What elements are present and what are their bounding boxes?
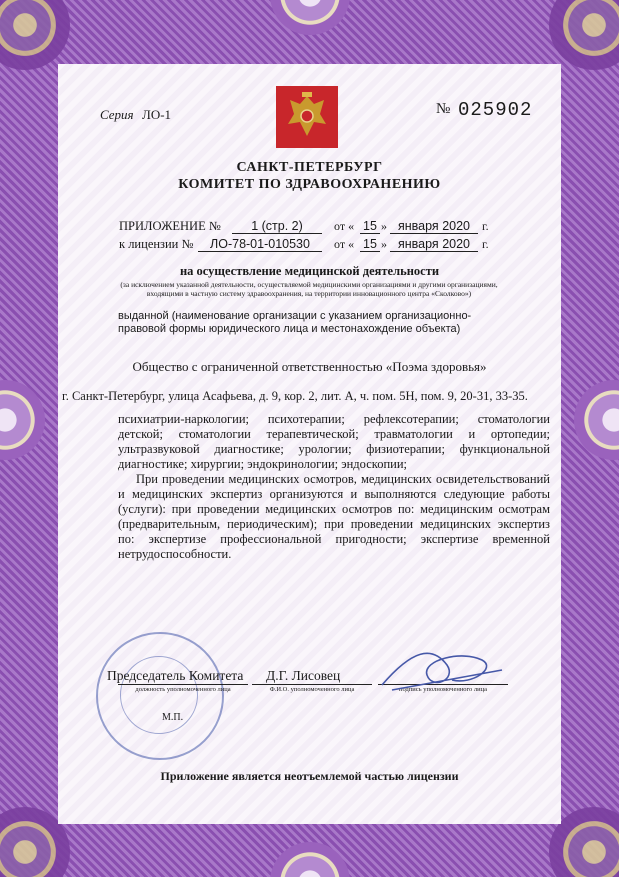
handwritten-signature <box>372 640 512 700</box>
caption-name: Ф.И.О. уполномоченного лица <box>252 684 372 693</box>
appendix-year: 2020 <box>442 219 470 233</box>
series-value: ЛО-1 <box>142 107 172 122</box>
license-quote-close: » <box>381 237 387 251</box>
caption-signature: подпись уполномоченного лица <box>378 684 508 693</box>
footer-note: Приложение является неотъемлемой частью лицензии <box>160 769 459 783</box>
medallion-left <box>0 380 45 460</box>
license-year: 2020 <box>442 237 470 251</box>
appendix-day: 15 <box>360 219 380 234</box>
appendix-quote-close: » <box>381 219 387 233</box>
license-value: ЛО-78-01-010530 <box>198 237 322 252</box>
city-title: САНКТ-ПЕТЕРБУРГ <box>236 160 383 175</box>
license-month-year <box>390 237 478 252</box>
appendix-year-suffix: г. <box>482 219 489 233</box>
ornament-top-left <box>0 0 70 70</box>
number-label: № <box>436 101 451 117</box>
activity-title: на осуществление медицинской деятельности <box>179 264 440 278</box>
number-value: 025902 <box>458 99 533 121</box>
signatory-position: Председатель Комитета <box>107 668 244 683</box>
official-stamp <box>96 632 224 760</box>
series-label: Серия <box>100 107 134 122</box>
committee-title: КОМИТЕТ ПО ЗДРАВООХРАНЕНИЮ <box>178 177 441 192</box>
appendix-from: от « <box>334 219 355 233</box>
license-label: к лицензии № <box>119 237 194 251</box>
appendix-value: 1 (стр. 2) <box>232 219 322 234</box>
services-paragraph: психиатрии-наркологии; психотерапии; рефлексотерапии; стоматологии детской; стоматологии терапевтической; травматологии и ортопедии; ультразвуковой диагностике; урологии; физиотерапии; функциональной диагностике; хирургии; эндокринологии; эндоскопии; <box>118 412 550 471</box>
appendix-month: января <box>397 219 439 233</box>
license-from: от « <box>334 237 355 251</box>
license-year-suffix: г. <box>482 237 489 251</box>
signatory-name: Д.Г. Лисовец <box>266 668 341 683</box>
organization-name: Общество с ограниченной ответственностью «Поэма здоровья» <box>132 359 487 374</box>
coat-of-arms-icon <box>274 84 340 150</box>
issued-caption: выданной (наименование организации с указанием организационно-правовой формы юридического лица и местонахождение объекта) <box>118 310 472 335</box>
services-text <box>118 412 550 562</box>
organization-address: г. Санкт-Петербург, улица Асафьева, д. 9, кор. 2, лит. А, ч. пом. 5Н, пом. 9, 20-31, 33-35. <box>62 389 528 403</box>
caption-position: должность уполномоченного лица <box>118 684 248 693</box>
activity-note: (за исключением указанной деятельности, осуществляемой медицинскими организациями и другими организациями, входящими в частную систему здравоохранения, на территории инновационного центра «Сколково») <box>120 280 498 298</box>
appendix-month-year <box>390 219 478 234</box>
license-month: января <box>397 237 439 251</box>
license-day: 15 <box>360 237 380 252</box>
medallion-top <box>270 0 350 35</box>
medallion-bottom <box>270 842 350 877</box>
ornament-top-right <box>549 0 619 70</box>
seal-place-label: М.П. <box>162 712 184 723</box>
appendix-label: ПРИЛОЖЕНИЕ № <box>119 219 221 233</box>
inspections-paragraph: При проведении медицинских осмотров, медицинских освидетельствований и медицинских экспертиз организуются и выполняются следующие работы (услуги): при проведении медицинских осмотров по: медицинским осмотрам (предварительным, периодическим); при проведении медицинских экспертиз по: экспертизе профессиональной пригодности; экспертизе временной нетрудоспособности. <box>118 472 550 561</box>
